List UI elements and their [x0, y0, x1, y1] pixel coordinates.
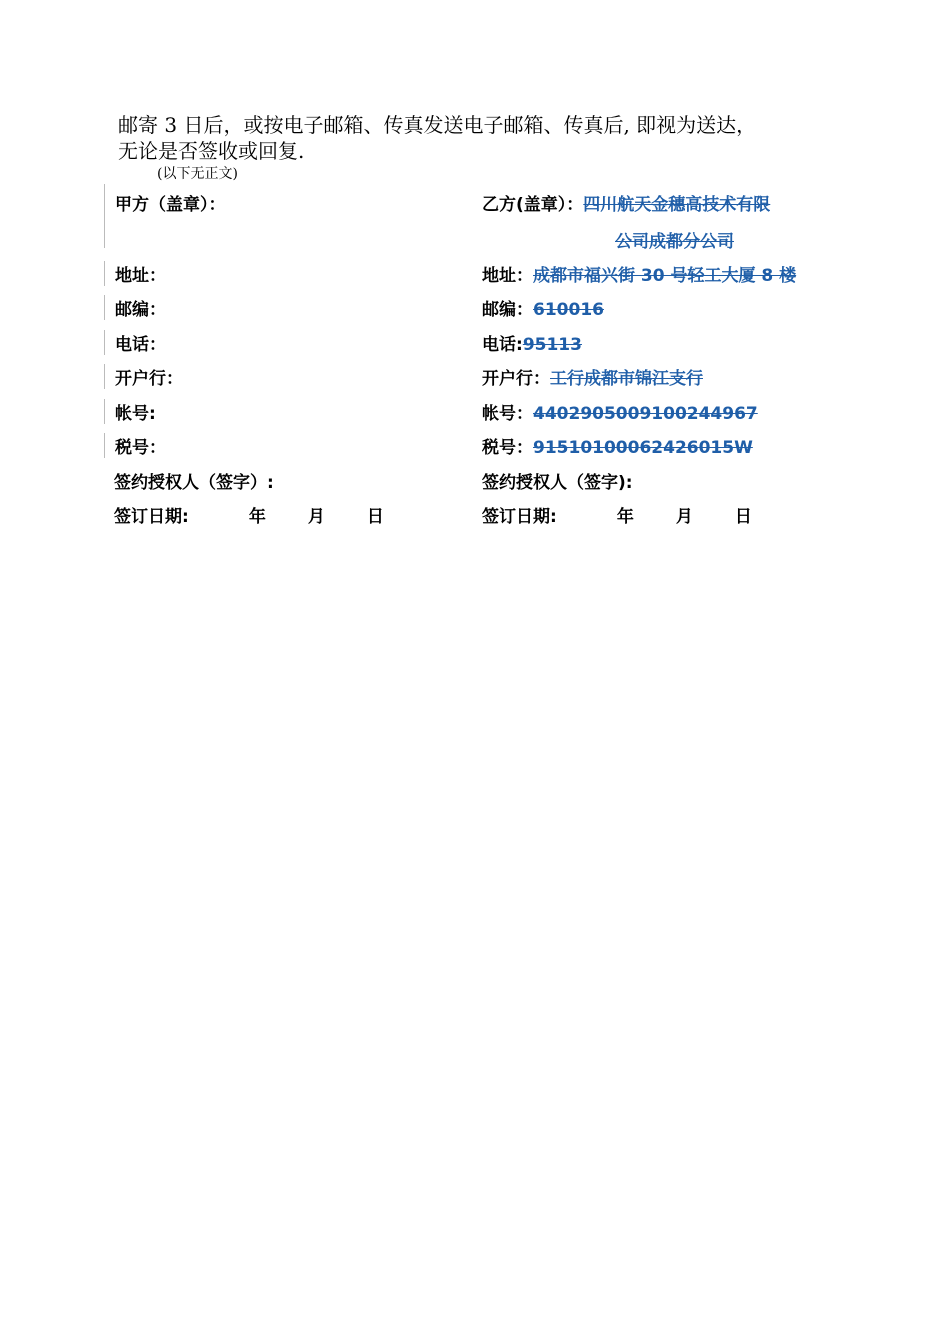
party-a-seal	[104, 184, 482, 248]
party-b-account-label: 帐号：	[482, 403, 533, 424]
party-b-address-label: 地址：	[482, 265, 533, 286]
closing-paragraph	[118, 112, 838, 164]
party-b-postcode-label: 邮编：	[482, 300, 533, 321]
party-b-account-value: 4402905009100244967	[533, 403, 758, 424]
party-b-date	[482, 502, 844, 527]
party-a-account-label: 帐号:	[115, 403, 156, 424]
party-b-company-name-2: 公司成都分公司	[615, 232, 734, 252]
party-b-tax-label: 税号：	[482, 438, 533, 459]
postcode-row	[104, 291, 844, 326]
party-b-phone	[482, 330, 844, 355]
party-b-company-name-1: 四川航天金穗高技术有限	[583, 195, 771, 215]
party-a-phone-label: 电话：	[115, 334, 166, 355]
party-a-date	[104, 502, 482, 527]
paragraph-line-1: 邮寄 3 日后，或按电子邮箱、传真发送电子邮箱、传真后, 即视为送达，	[118, 113, 757, 137]
party-b-tax-value: 91510100062426015W	[533, 438, 753, 459]
party-b-phone-value: 95113	[522, 334, 582, 355]
party-a-date-label: 签订日期:	[114, 507, 189, 528]
party-a-postcode	[104, 295, 482, 320]
party-a-year: 年	[248, 507, 266, 528]
party-a-account	[104, 399, 482, 424]
party-b-date-label: 签订日期:	[482, 507, 557, 528]
party-b-seal	[482, 184, 844, 252]
party-a-bank-label: 开户行：	[115, 369, 183, 390]
phone-row	[104, 325, 844, 360]
end-of-text-note: (以下无正文)	[157, 166, 238, 182]
party-b-bank-value: 工行成都市锦江支行	[550, 369, 703, 390]
party-b-seal-label: 乙方(盖章）：	[482, 195, 584, 215]
party-b-signatory	[482, 468, 844, 493]
party-b-month: 月	[675, 507, 693, 528]
bank-row	[104, 360, 844, 395]
seal-row	[104, 184, 844, 256]
date-row	[104, 498, 844, 533]
signature-block	[104, 184, 844, 532]
party-b-day: 日	[734, 507, 752, 528]
party-b-bank	[482, 364, 844, 389]
party-b-address-value: 成都市福兴街 30 号轻工大厦 8 楼	[533, 265, 797, 286]
party-b-postcode-value: 610016	[533, 300, 604, 321]
party-a-bank	[104, 364, 482, 389]
account-row	[104, 394, 844, 429]
party-b-phone-label: 电话:	[482, 334, 523, 355]
party-b-postcode	[482, 295, 844, 320]
party-b-bank-label: 开户行：	[482, 369, 550, 390]
tax-row	[104, 429, 844, 464]
party-a-month: 月	[307, 507, 325, 528]
party-b-signatory-label: 签约授权人（签字):	[482, 472, 633, 493]
party-b-address	[482, 261, 844, 286]
party-a-address-label: 地址：	[115, 265, 166, 286]
signatory-row	[104, 463, 844, 498]
party-a-signatory-label: 签约授权人（签字）:	[114, 472, 274, 493]
party-b-account	[482, 399, 844, 424]
party-b-year: 年	[616, 507, 634, 528]
party-a-tax	[104, 433, 482, 458]
party-a-seal-label: 甲方（盖章）：	[115, 195, 226, 215]
paragraph-line-2: 无论是否签收或回复.	[118, 139, 305, 163]
party-a-day: 日	[366, 507, 384, 528]
party-b-tax	[482, 433, 844, 458]
party-a-phone	[104, 330, 482, 355]
party-a-tax-label: 税号：	[115, 438, 166, 459]
party-a-postcode-label: 邮编：	[115, 300, 166, 321]
party-a-address	[104, 261, 482, 286]
address-row	[104, 256, 844, 291]
party-a-signatory	[104, 468, 482, 493]
